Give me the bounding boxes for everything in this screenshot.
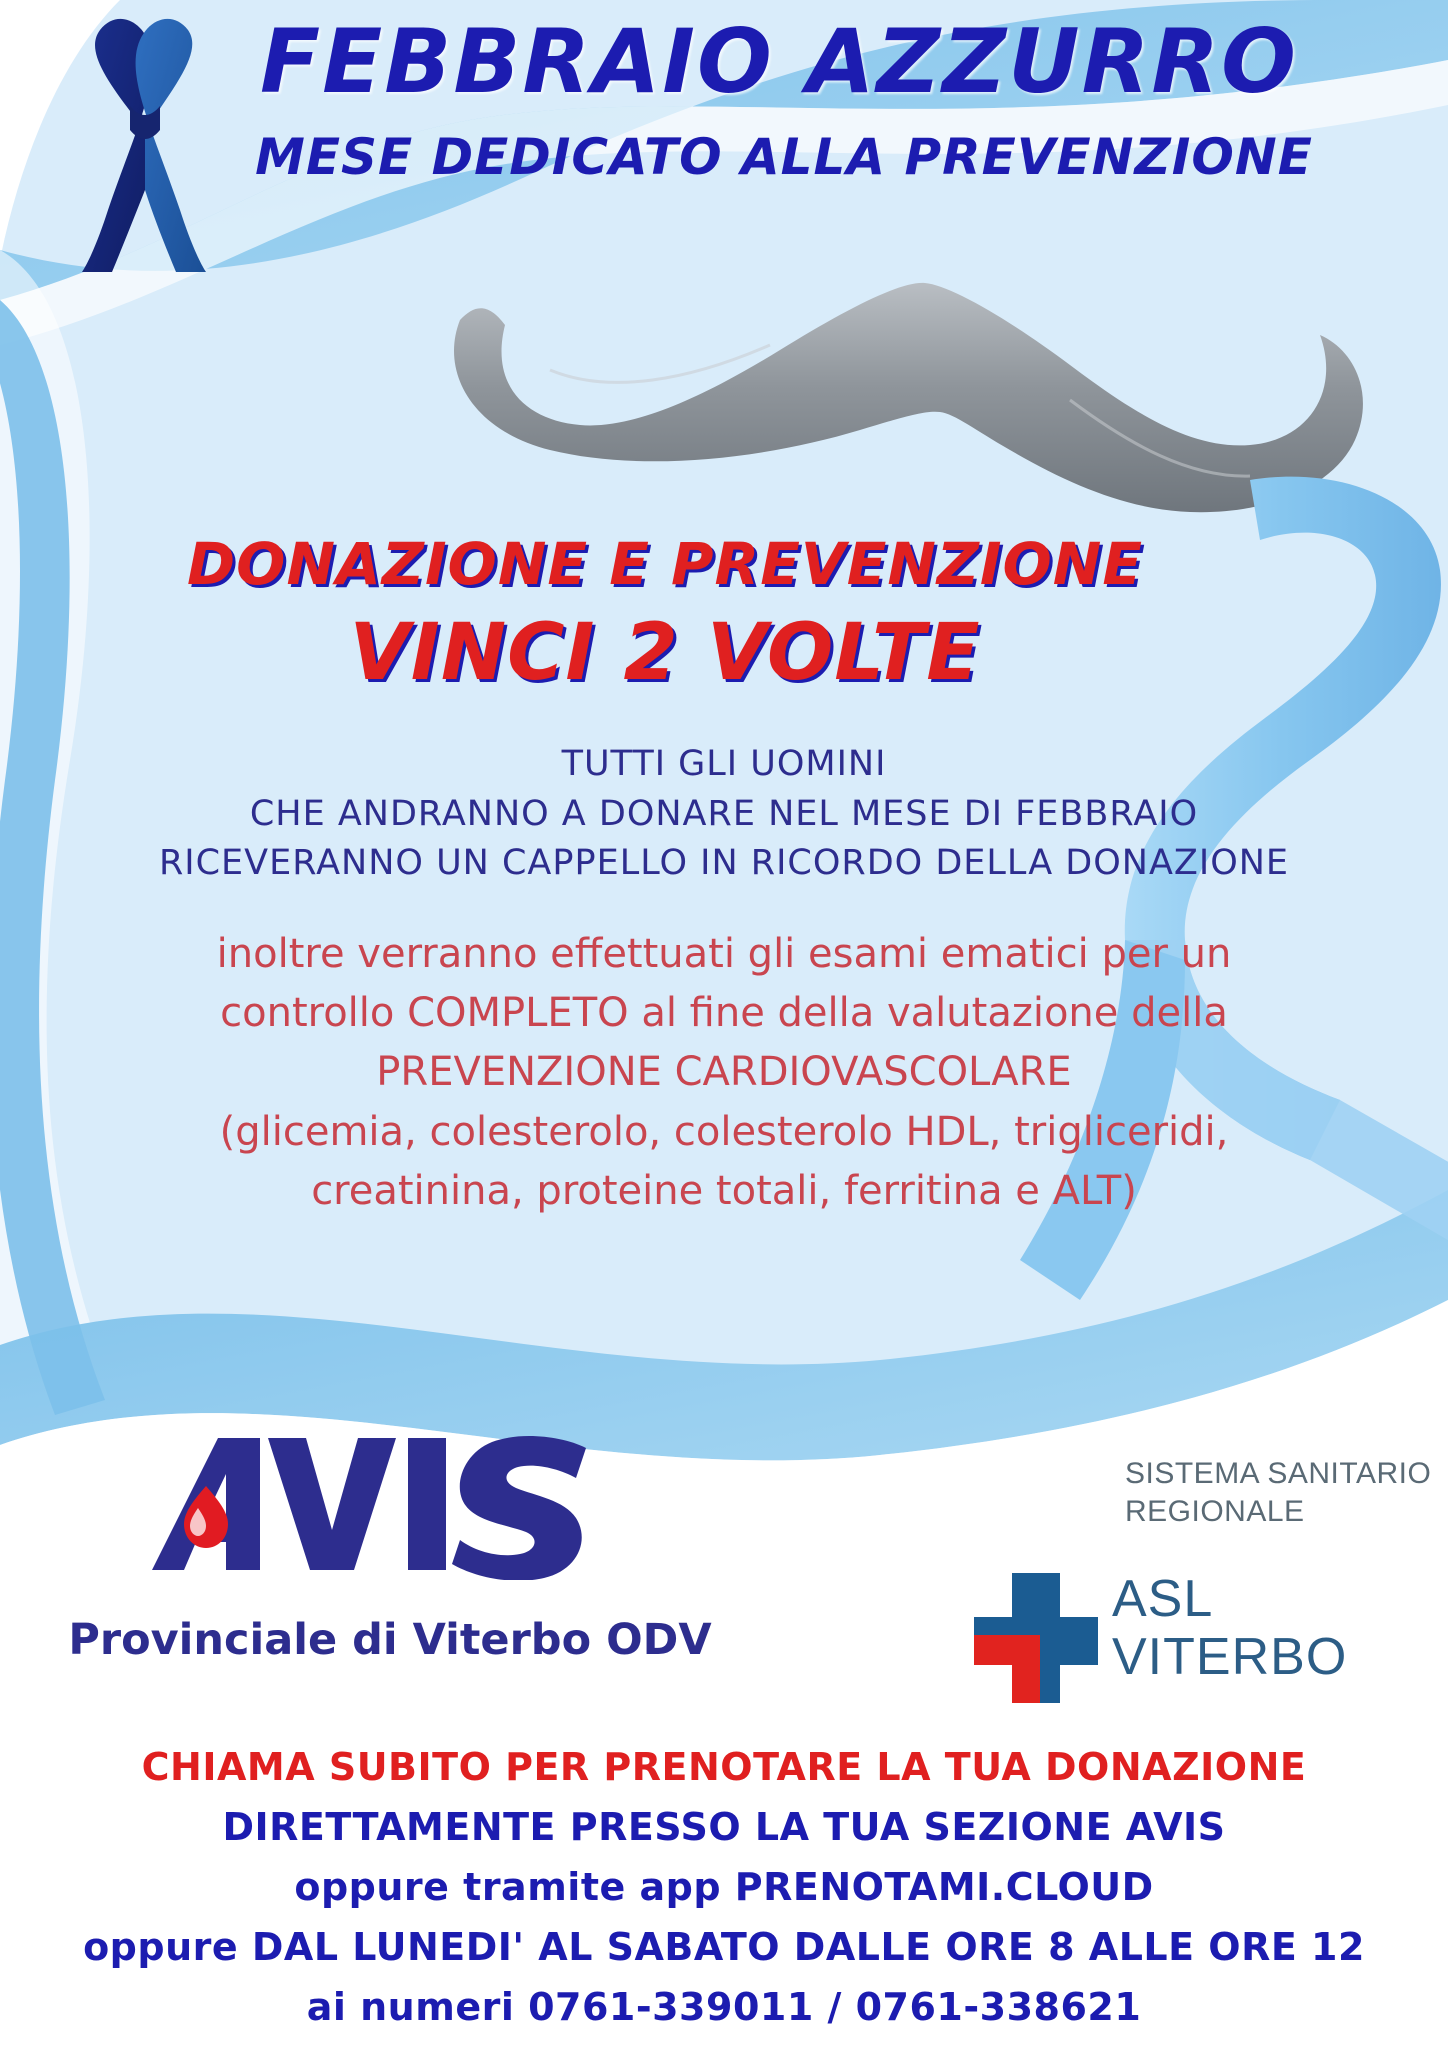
asl-system-line-1: SISTEMA SANITARIO (1125, 1457, 1432, 1490)
red-text-line: controllo COMPLETO al fine della valutazione della (220, 990, 1228, 1037)
red-text-line: creatinina, proteine totali, ferritina e ALT) (311, 1167, 1137, 1214)
slogan-line-2: VINCI 2 VOLTE (349, 608, 981, 698)
blue-text-line: CHE ANDRANNO A DONARE NEL MESE DI FEBBRAIO (249, 793, 1199, 834)
red-text-line: inoltre verranno effettuati gli esami ematici per un (216, 931, 1232, 977)
asl-system-line-2: REGIONALE (1125, 1495, 1305, 1529)
blue-text-block (0, 740, 1448, 889)
asl-name-line-1: ASL (1112, 1570, 1214, 1628)
red-text-block (0, 925, 1448, 1221)
footer-line-hours: oppure DAL LUNEDI' AL SABATO DALLE ORE 8 ALLE ORE 12 (83, 1925, 1365, 1969)
blue-text-line: TUTTI GLI UOMINI (561, 744, 887, 784)
asl-system-label (1125, 1455, 1448, 1532)
footer-line-app: oppure tramite app PRENOTAMI.CLOUD (294, 1865, 1154, 1909)
headline-block (0, 10, 1448, 186)
footer-contact-block (0, 1745, 1448, 2029)
footer-line-phones: ai numeri 0761-339011 / 0761-338621 (306, 1985, 1142, 2029)
asl-cross-icon (960, 1565, 1100, 1705)
avis-logo (140, 1430, 660, 1580)
slogan-line-1: DONAZIONE E PREVENZIONE (187, 530, 1143, 598)
asl-name (1112, 1570, 1347, 1686)
avis-subtitle: Provinciale di Viterbo ODV (68, 1615, 712, 1665)
red-text-line: (glicemia, colesterolo, colesterolo HDL, trigliceridi, (219, 1108, 1229, 1155)
headline-secondary: MESE DEDICATO ALLA PREVENZIONE (255, 128, 1313, 186)
asl-name-line-2: VITERBO (1112, 1628, 1348, 1687)
footer-line-call-now: CHIAMA SUBITO PER PRENOTARE LA TUA DONAZIONE (141, 1745, 1307, 1789)
footer-line-section: DIRETTAMENTE PRESSO LA TUA SEZIONE AVIS (222, 1805, 1226, 1849)
red-text-line: PREVENZIONE CARDIOVASCOLARE (376, 1049, 1072, 1096)
blue-text-line: RICEVERANNO UN CAPPELLO IN RICORDO DELLA DONAZIONE (158, 843, 1290, 884)
headline-primary: FEBBRAIO AZZURRO (260, 10, 1298, 113)
